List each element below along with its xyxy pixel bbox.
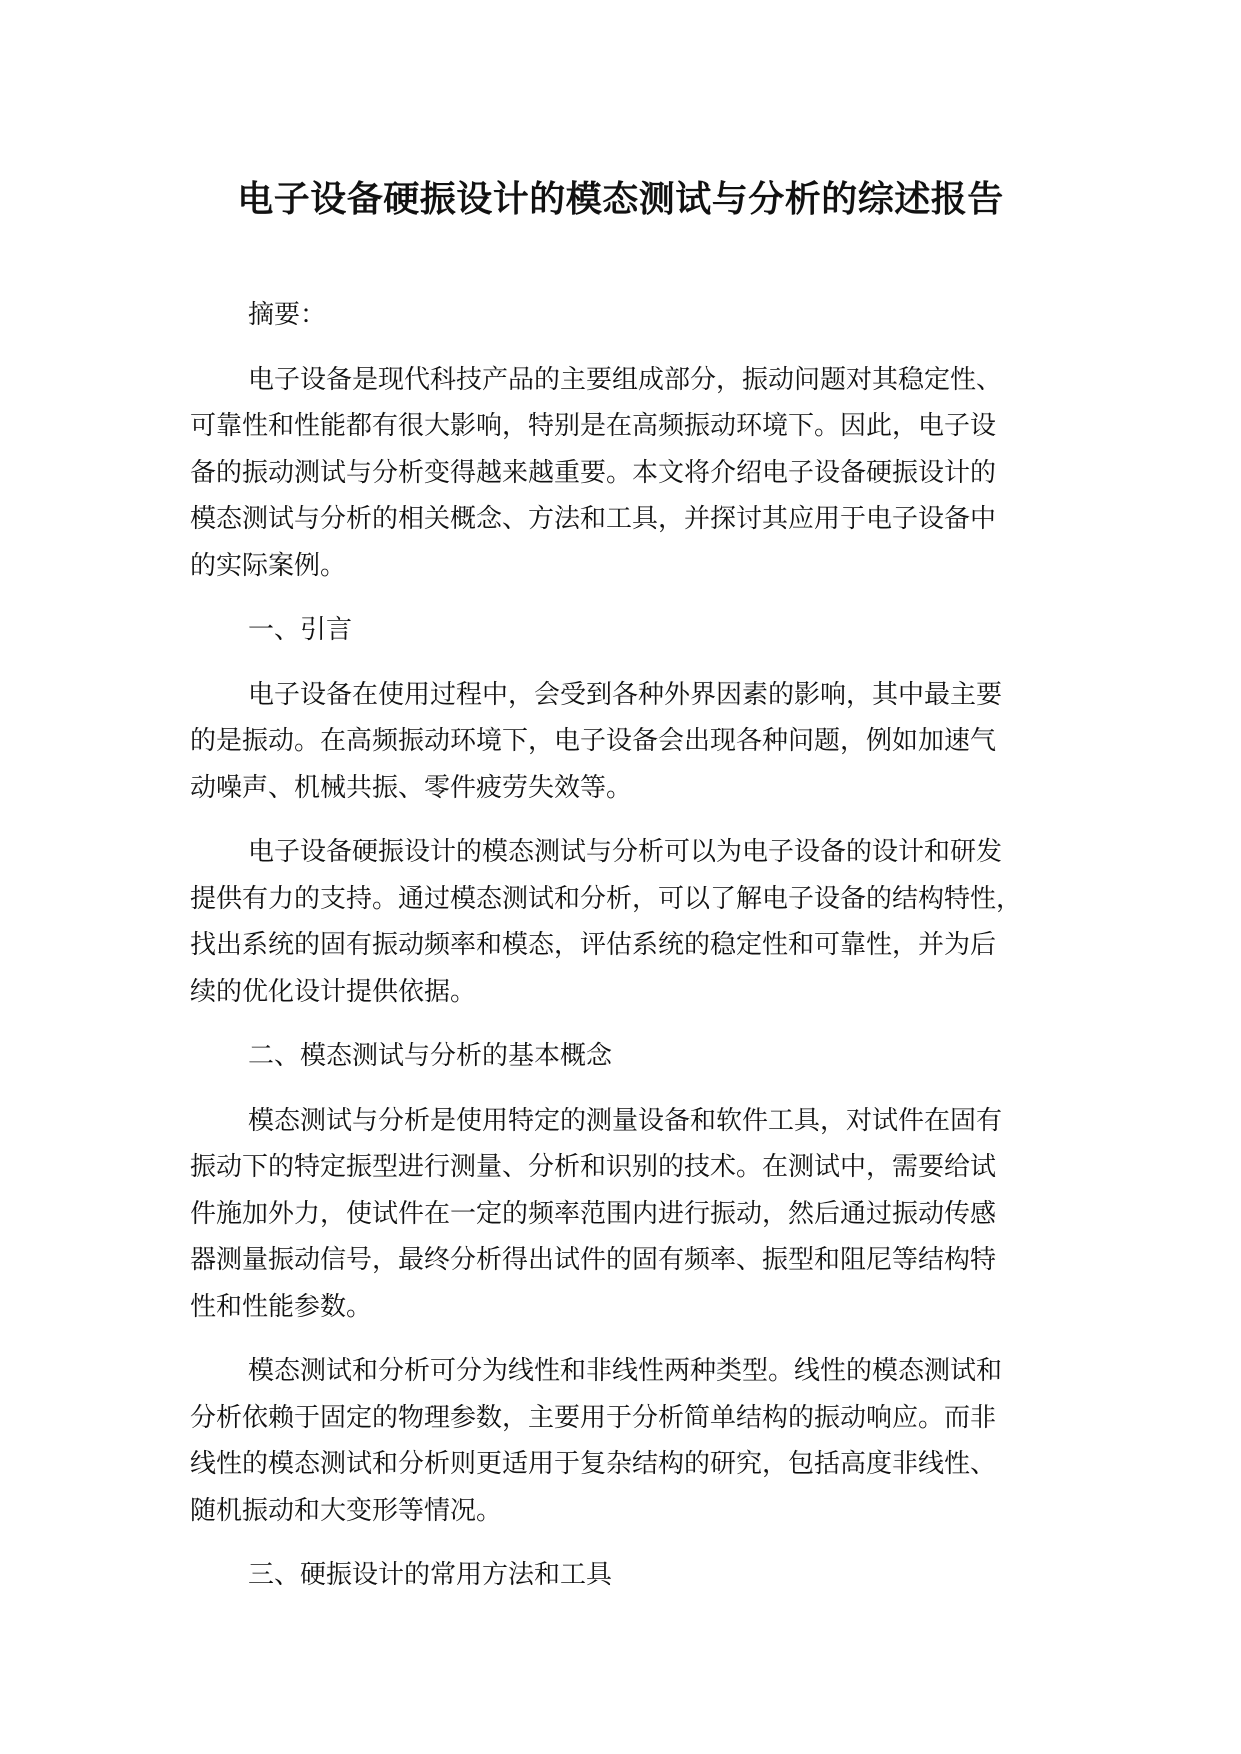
section-heading-intro: 一、引言: [248, 615, 353, 645]
text-line: 找出系统的固有振动频率和模态，评估系统的稳定性和可靠性，并为后: [190, 930, 997, 960]
paragraph-intro-1: [190, 672, 1090, 812]
text-line: 件施加外力，使试件在一定的频率范围内进行振动，然后通过振动传感: [190, 1198, 997, 1229]
abstract-label: 摘要：: [248, 300, 327, 330]
text-line: 线性的模态测试和分析则更适用于复杂结构的研究，包括高度非线性、: [190, 1449, 997, 1479]
text-line: 性和性能参数。: [190, 1291, 373, 1322]
text-line: 随机振动和大变形等情况。: [190, 1495, 503, 1526]
document-title: 电子设备硬振设计的模态测试与分析的综述报告: [237, 179, 1004, 220]
paragraph-intro-2: [190, 829, 1090, 1015]
text-line: 续的优化设计提供依据。: [190, 976, 477, 1007]
text-line: 振动下的特定振型进行测量、分析和识别的技术。在测试中，需要给试: [190, 1152, 997, 1182]
document-body: [190, 292, 1090, 1617]
text-line: 模态测试与分析的相关概念、方法和工具，并探讨其应用于电子设备中: [190, 504, 997, 534]
text-line: 电子设备硬振设计的模态测试与分析可以为电子设备的设计和研发: [248, 837, 1003, 867]
paragraph-abstract: [190, 357, 1090, 590]
text-line: 的实际案例。: [190, 550, 347, 581]
text-line: 提供有力的支持。通过模态测试和分析，可以了解电子设备的结构特性，: [190, 883, 1023, 914]
text-line: 分析依赖于固定的物理参数，主要用于分析简单结构的振动响应。而非: [190, 1402, 997, 1433]
text-line: 电子设备在使用过程中，会受到各种外界因素的影响，其中最主要: [248, 679, 1003, 710]
paragraph-concepts-2: [190, 1348, 1090, 1534]
text-line: 可靠性和性能都有很大影响，特别是在高频振动环境下。因此，电子设: [190, 411, 997, 441]
text-line: 电子设备是现代科技产品的主要组成部分，振动问题对其稳定性、: [248, 364, 1003, 395]
text-line: 动噪声、机械共振、零件疲劳失效等。: [190, 772, 633, 803]
text-line: 器测量振动信号，最终分析得出试件的固有频率、振型和阻尼等结构特: [190, 1245, 997, 1275]
section-heading-methods: 三、硬振设计的常用方法和工具: [248, 1560, 613, 1590]
text-line: 模态测试和分析可分为线性和非线性两种类型。线性的模态测试和: [248, 1356, 1003, 1386]
paragraph-concepts-1: [190, 1098, 1090, 1331]
text-line: 备的振动测试与分析变得越来越重要。本文将介绍电子设备硬振设计的: [190, 457, 997, 488]
section-heading-concepts: 二、模态测试与分析的基本概念: [248, 1041, 613, 1071]
text-line: 的是振动。在高频振动环境下，电子设备会出现各种问题，例如加速气: [190, 726, 997, 756]
text-line: 模态测试与分析是使用特定的测量设备和软件工具，对试件在固有: [248, 1105, 1003, 1136]
